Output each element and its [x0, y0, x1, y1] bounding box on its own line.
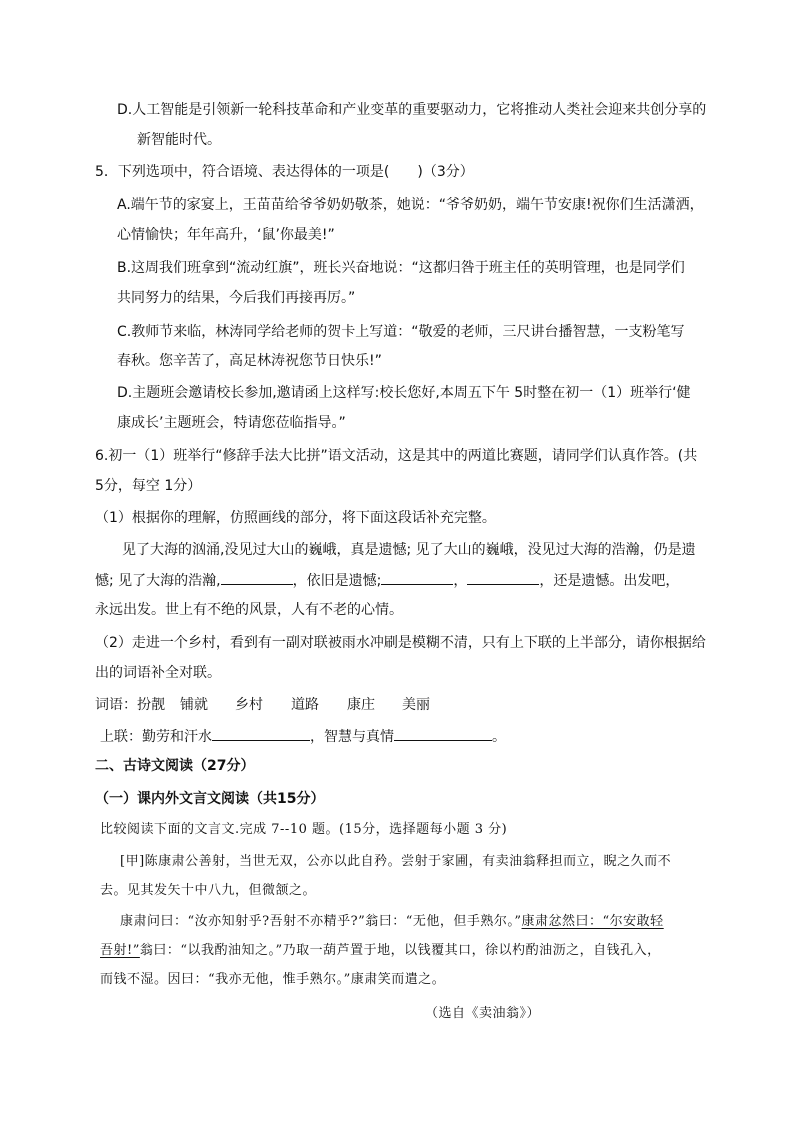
q6-blank-1[interactable] — [221, 570, 293, 585]
couplet-prefix: 上联：勤劳和汗水 — [100, 729, 212, 745]
q5-option-d-line1: D.主题班会邀请校长参加,邀请函上这样写:校长您好,本周五下午 5时整在初一（1）班举行‘健 — [117, 385, 691, 401]
q6-part1-text-2a: 憾; 见了大海的浩瀚, — [95, 573, 221, 589]
q6-part1-text-2c: ， — [453, 573, 468, 589]
para2-line1-a: 康肃问曰：“汝亦知射乎?吾射不亦精乎?”翁曰：“无他，但手熟尔。” — [120, 914, 522, 929]
q5-option-b-line1: B.这周我们班拿到“流动红旗”，班长兴奋地说：“这都归咎于班主任的英明管理，也是同学们 — [117, 260, 685, 276]
couplet-blank-2[interactable] — [394, 726, 492, 741]
q6-part2-stem-line1: （2）走进一个乡村，看到有一副对联被雨水冲刷是模糊不清，只有上下联的上半部分，请你根据给 — [95, 635, 706, 651]
q5-option-b-line2: 共同努力的结果，今后我们再接再厉。” — [117, 290, 356, 306]
q5-option-a-line2: 心情愉快；年年高升，‘鼠’你最美!” — [117, 227, 335, 243]
q6-blank-2[interactable] — [381, 570, 453, 585]
q6-stem-line1: 6.初一（1）班举行“修辞手法大比拼”语文活动，这是其中的两道比赛题，请同学们认真作答。(共 — [95, 448, 698, 464]
underlined-sentence-part2: 吾射!” — [100, 943, 140, 958]
couplet-middle: ，智慧与真情 — [310, 729, 394, 745]
couplet-end: 。 — [492, 729, 506, 745]
q5-option-a-line1: A.端午节的家宴上，王苗苗给爷爷奶奶敬茶，她说：“爷爷奶奶，端午节安康!祝你们生活潇洒， — [117, 197, 704, 213]
q6-part2-stem-line2: 出的词语补全对联。 — [95, 665, 221, 681]
q5-option-c-line2: 春秋。您辛苦了，高足林涛祝您节日快乐!” — [117, 353, 382, 369]
classical-text-para1-line2: 去。见其发矢十中八九，但微颔之。 — [100, 883, 317, 898]
q6-part1-text-line2 — [95, 570, 679, 591]
q6-stem-line2: 5分，每空 1分） — [95, 478, 202, 494]
source-citation: （选自《卖油翁》） — [425, 1006, 541, 1021]
classical-text-para1-line1: [甲]陈康肃公善射，当世无双，公亦以此自矜。尝射于家圃，有卖油翁释担而立，睨之久而不 — [120, 854, 672, 869]
q6-part1-text-line3: 永远出发。世上有不绝的风景，人有不老的心情。 — [95, 602, 403, 618]
word-item: 道路 — [291, 697, 319, 713]
q4-option-d-line2: 新智能时代。 — [137, 132, 221, 148]
word-item: 铺就 — [180, 697, 208, 713]
section-2-intro: 比较阅读下面的文言文.完成 7--10 题。(15分，选择题每小题 3 分) — [100, 822, 508, 837]
word-item: 扮靓 — [137, 697, 165, 713]
q6-blank-3[interactable] — [467, 570, 539, 585]
section-2-title: 二、古诗文阅读（27分） — [95, 758, 255, 774]
underlined-sentence-part1: 康肃忿然曰：“尔安敢轻 — [521, 914, 664, 929]
couplet-blank-1[interactable] — [212, 726, 310, 741]
classical-text-para2-line1 — [120, 912, 664, 932]
q6-part1-text-line1: 见了大海的汹涌,没见过大山的巍峨，真是遗憾; 见了大山的巍峨，没见过大海的浩瀚，仍是遗 — [122, 542, 696, 558]
word-item: 乡村 — [235, 697, 263, 713]
q6-part1-stem: （1）根据你的理解，仿照画线的部分，将下面这段话补充完整。 — [95, 510, 496, 526]
classical-text-para2-line3: 而钱不湿。因曰：“我亦无他，惟手熟尔。”康肃笑而遣之。 — [100, 972, 446, 987]
classical-text-para2-line2 — [100, 941, 661, 961]
word-item: 康庄 — [347, 697, 375, 713]
q5-option-d-line2: 康成长’主题班会，特请您莅临指导。” — [117, 415, 346, 431]
q5-option-c-line1: C.教师节来临，林涛同学给老师的贺卡上写道：“敬爱的老师，三尺讲台播智慧，一支粉笔写 — [117, 324, 685, 340]
q6-part1-text-2d: ，还是遗憾。出发吧， — [539, 573, 680, 589]
word-item: 美丽 — [402, 697, 430, 713]
q6-words-label: 词语： — [95, 697, 137, 713]
section-2-subsection-title: （一）课内外文言文阅读（共15分） — [95, 791, 325, 807]
para2-line2-b: 翁曰：“以我酌油知之。”乃取一葫芦置于地，以钱覆其口，徐以杓酌油沥之，自钱孔入， — [139, 943, 661, 958]
q6-couplet-line — [100, 726, 506, 747]
q6-part1-text-2b: ，依旧是遗憾; — [292, 573, 382, 589]
q4-option-d-line1: D.人工智能是引领新一轮科技革命和产业变革的重要驱动力，它将推动人类社会迎来共创分享的 — [117, 102, 707, 118]
q5-stem: 5．下列选项中，符合语境、表达得体的一项是( )（3分） — [95, 164, 474, 180]
